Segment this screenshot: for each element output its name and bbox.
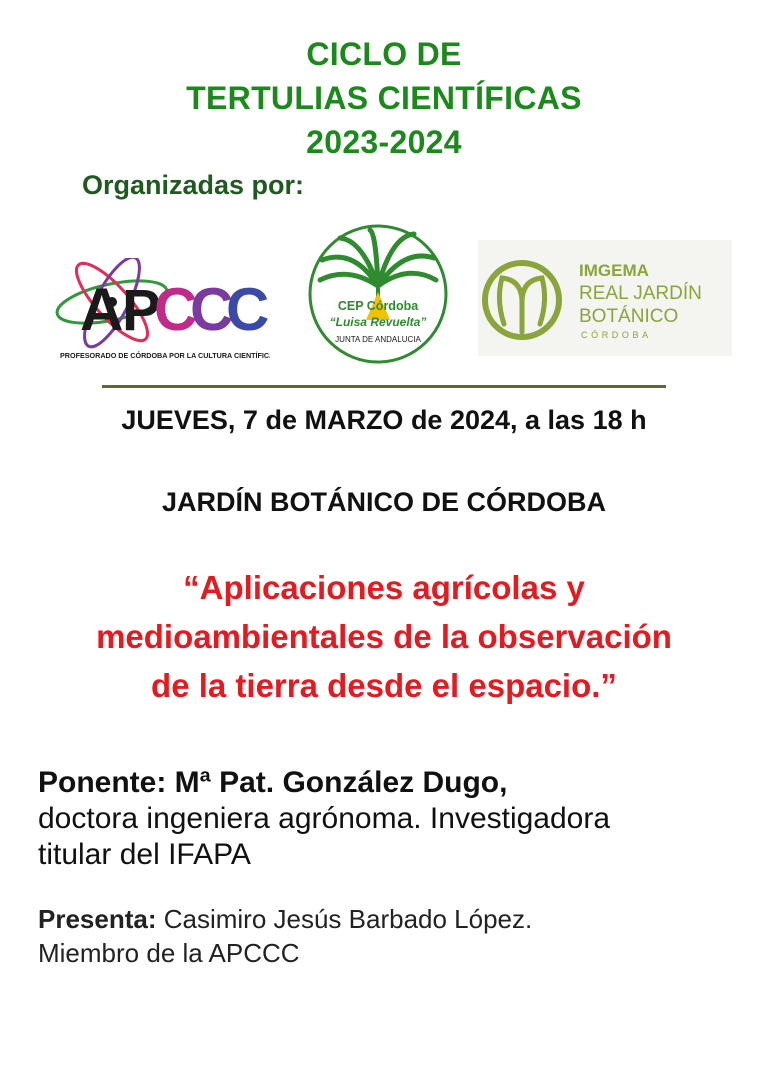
apccc-logo <box>50 258 270 368</box>
speaker-block <box>38 765 738 873</box>
svg-text:C: C <box>154 276 198 343</box>
presenter-block <box>38 902 738 970</box>
series-title-line-1: CICLO DE <box>306 36 462 72</box>
apccc-tagline: PROFESORADO DE CÓRDOBA POR LA CULTURA CIENTÍFICA <box>60 351 270 360</box>
imgema-line-1: IMGEMA <box>579 261 649 280</box>
event-date: JUEVES, 7 de MARZO de 2024, a las 18 h <box>121 405 647 435</box>
presenter-label: Presenta: <box>38 904 157 934</box>
cep-line-3: JUNTA DE ANDALUCIA <box>335 335 421 344</box>
imgema-line-2: REAL JARDÍN <box>579 283 702 304</box>
series-title-line-2: TERTULIAS CIENTÍFICAS <box>186 80 582 116</box>
cep-line-2: “Luisa Revuelta” <box>329 315 427 329</box>
svg-text:P: P <box>122 278 161 343</box>
speaker-title-line-1: doctora ingeniera agrónoma. Investigadora <box>38 802 611 835</box>
section-divider <box>102 385 666 388</box>
talk-title-line-3: de la tierra desde el espacio.” <box>151 667 617 704</box>
event-place: JARDÍN BOTÁNICO DE CÓRDOBA <box>161 487 606 517</box>
talk-title-line-1: “Aplicaciones agrícolas y <box>183 569 585 606</box>
cep-line-1: CEP Córdoba <box>337 299 419 313</box>
svg-text:C: C <box>226 276 270 343</box>
imgema-logo <box>478 240 732 356</box>
organized-by-label: Organizadas por: <box>82 170 305 200</box>
speaker-name: Ponente: Mª Pat. González Dugo, <box>38 766 508 799</box>
svg-text:C: C <box>190 276 234 343</box>
apccc-letter-a: A <box>80 276 124 343</box>
presenter-name: Casimiro Jesús Barbado López. <box>156 904 533 934</box>
series-title-line-3: 2023-2024 <box>306 124 462 160</box>
cep-cordoba-logo <box>304 224 452 364</box>
presenter-affiliation: Miembro de la APCCC <box>38 938 300 968</box>
speaker-title-line-2: titular del IFAPA <box>38 838 251 871</box>
imgema-line-4: CÓRDOBA <box>581 330 652 340</box>
talk-title-line-2: medioambientales de la observación <box>96 618 672 655</box>
imgema-line-3: BOTÁNICO <box>579 306 679 327</box>
